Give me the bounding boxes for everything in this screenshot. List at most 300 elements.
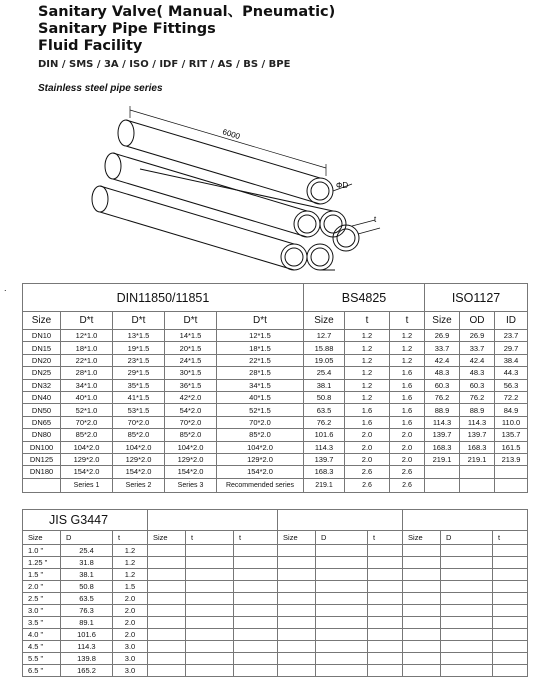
empty-cell [368, 653, 403, 665]
table-row [23, 416, 528, 428]
empty-cell [441, 557, 493, 569]
empty-cell [234, 617, 278, 629]
table-cell: 33.7 [425, 342, 460, 354]
table-cell: 36*1.5 [165, 379, 217, 391]
table-cell: 1.2 [113, 557, 148, 569]
table-row [23, 367, 528, 379]
table-cell: 25.4 [304, 367, 345, 379]
column-header: Size [148, 531, 186, 545]
table-row [23, 404, 528, 416]
table-cell: 161.5 [495, 441, 528, 453]
column-header: Size [23, 312, 61, 330]
table-cell: 76.2 [304, 416, 345, 428]
table-cell: 154*2.0 [113, 466, 165, 478]
table-cell: 3.5 " [23, 617, 61, 629]
column-header: D*t [165, 312, 217, 330]
table-cell: 129*2.0 [165, 453, 217, 465]
empty-cell [278, 665, 316, 677]
empty-cell [234, 569, 278, 581]
table-row [23, 342, 528, 354]
column-header: D*t [217, 312, 304, 330]
table-cell: 154*2.0 [217, 466, 304, 478]
empty-cell [403, 581, 441, 593]
table-cell: 38.1 [304, 379, 345, 391]
empty-cell [493, 569, 528, 581]
table-cell: 2.6 [390, 466, 425, 478]
table-cell: 41*1.5 [113, 391, 165, 403]
empty-cell [441, 605, 493, 617]
empty-cell [278, 641, 316, 653]
table-cell: 1.6 [390, 404, 425, 416]
table-cell: DN65 [23, 416, 61, 428]
table-cell: DN180 [23, 466, 61, 478]
table-cell: 85*2.0 [165, 429, 217, 441]
table-cell: 2.6 [345, 466, 390, 478]
table-cell: 72.2 [495, 391, 528, 403]
empty-cell [441, 593, 493, 605]
table-cell: 44.3 [495, 367, 528, 379]
empty-cell [316, 557, 368, 569]
empty-cell [278, 605, 316, 617]
empty-cell [441, 569, 493, 581]
table-cell: 23.7 [495, 330, 528, 342]
empty-cell [186, 557, 234, 569]
table-cell: 1.2 [345, 330, 390, 342]
empty-cell [441, 617, 493, 629]
table-cell: 63.5 [61, 593, 113, 605]
pipe-drawing [90, 98, 390, 284]
table-cell: 29.7 [495, 342, 528, 354]
section-subtitle: Stainless steel pipe series [38, 83, 163, 94]
table-row [23, 466, 528, 478]
table-cell: 30*1.5 [165, 367, 217, 379]
table-cell: 2.0 [345, 453, 390, 465]
table-row [23, 545, 528, 557]
table-cell: 38.1 [61, 569, 113, 581]
group-jis: JIS G3447 [23, 510, 148, 531]
column-header: Size [304, 312, 345, 330]
empty-cell [403, 641, 441, 653]
table-cell [460, 466, 495, 478]
length-label: 6000 [221, 127, 242, 142]
table-cell: DN20 [23, 354, 61, 366]
group-din: DIN11850/11851 [23, 284, 304, 312]
table-cell: 88.9 [460, 404, 495, 416]
empty-cell [316, 545, 368, 557]
column-header: D [61, 531, 113, 545]
table-cell: 104*2.0 [113, 441, 165, 453]
table-cell: 31.8 [61, 557, 113, 569]
table-cell: 42.4 [460, 354, 495, 366]
series-label: Recommended series [217, 478, 304, 492]
table-cell: 1.2 [345, 342, 390, 354]
table-cell: 129*2.0 [61, 453, 113, 465]
table-cell: 34*1.0 [61, 379, 113, 391]
empty-cell [278, 545, 316, 557]
table-cell: 3.0 [113, 653, 148, 665]
table-cell: 1.2 [113, 545, 148, 557]
column-header: Size [23, 531, 61, 545]
table-cell: 1.2 [345, 354, 390, 366]
empty-cell [403, 629, 441, 641]
empty-cell [234, 629, 278, 641]
table-cell: 219.1 [460, 453, 495, 465]
column-header: D [441, 531, 493, 545]
table-cell: 1.25 " [23, 557, 61, 569]
column-header: t [113, 531, 148, 545]
table-cell: 110.0 [495, 416, 528, 428]
empty-cell [148, 665, 186, 677]
empty-cell [316, 581, 368, 593]
empty-cell [278, 617, 316, 629]
table-cell: 2.0 " [23, 581, 61, 593]
table-cell: 54*2.0 [165, 404, 217, 416]
table-cell: 4.0 " [23, 629, 61, 641]
table-cell: 135.7 [495, 429, 528, 441]
empty-cell [186, 569, 234, 581]
empty-cell [234, 557, 278, 569]
table-cell: 38.4 [495, 354, 528, 366]
diameter-label: ΦD [336, 181, 349, 190]
table-cell: 85*2.0 [113, 429, 165, 441]
table-cell: 1.2 [113, 569, 148, 581]
table-cell: 29*1.5 [113, 367, 165, 379]
empty-cell [186, 629, 234, 641]
empty-cell [403, 569, 441, 581]
empty-cell [368, 617, 403, 629]
table-cell: 20*1.5 [165, 342, 217, 354]
empty-cell [316, 665, 368, 677]
table-cell: 40*1.0 [61, 391, 113, 403]
table-cell: 213.9 [495, 453, 528, 465]
table-cell: 28*1.5 [217, 367, 304, 379]
empty-cell [148, 593, 186, 605]
empty-cell [368, 557, 403, 569]
table-cell: 19.05 [304, 354, 345, 366]
empty-cell [278, 569, 316, 581]
empty-cell [403, 605, 441, 617]
empty-cell [316, 569, 368, 581]
empty-cell [186, 581, 234, 593]
table-cell: 48.3 [460, 367, 495, 379]
column-header: t [368, 531, 403, 545]
empty-cell [148, 557, 186, 569]
empty-cell [441, 581, 493, 593]
table-cell: 101.6 [304, 429, 345, 441]
empty-cell [186, 665, 234, 677]
empty-cell [493, 641, 528, 653]
table-cell: 63.5 [304, 404, 345, 416]
table-cell: 28*1.0 [61, 367, 113, 379]
table-cell: 2.0 [113, 617, 148, 629]
group-iso: ISO1127 [425, 284, 528, 312]
table-cell: 1.2 [390, 342, 425, 354]
table-cell: 1.6 [345, 416, 390, 428]
table-cell: 1.2 [390, 330, 425, 342]
table-cell: 139.7 [425, 429, 460, 441]
series-label: Series 1 [61, 478, 113, 492]
document-header [38, 4, 335, 71]
table-cell: 2.5 " [23, 593, 61, 605]
table-cell: 88.9 [425, 404, 460, 416]
table-cell: 2.0 [390, 453, 425, 465]
table-cell: 2.0 [113, 629, 148, 641]
empty-cell [403, 665, 441, 677]
table-cell: 2.0 [390, 429, 425, 441]
empty-cell [186, 641, 234, 653]
empty-cell [441, 641, 493, 653]
empty-cell [368, 605, 403, 617]
table-cell: 18*1.5 [217, 342, 304, 354]
table-cell [425, 466, 460, 478]
table-cell: 1.2 [345, 391, 390, 403]
table-cell: 114.3 [61, 641, 113, 653]
jis-table [22, 509, 528, 677]
column-header: D*t [61, 312, 113, 330]
empty-cell [278, 557, 316, 569]
table-cell: 84.9 [495, 404, 528, 416]
table-cell: 1.2 [345, 367, 390, 379]
table-cell: 22*1.0 [61, 354, 113, 366]
empty-cell [493, 617, 528, 629]
table-cell: 2.0 [345, 441, 390, 453]
empty-cell [493, 653, 528, 665]
empty-cell [186, 653, 234, 665]
table-cell: 22*1.5 [217, 354, 304, 366]
table-row [23, 379, 528, 391]
table-cell: 15.88 [304, 342, 345, 354]
table-cell: 1.6 [390, 391, 425, 403]
empty-cell [234, 581, 278, 593]
table-row [23, 330, 528, 342]
table-cell: 34*1.5 [217, 379, 304, 391]
empty-cell [234, 605, 278, 617]
table-cell: 1.6 [390, 416, 425, 428]
table-cell: 40*1.5 [217, 391, 304, 403]
pipe-dimension-table [22, 283, 528, 493]
table-row [23, 641, 528, 653]
empty-cell [186, 617, 234, 629]
column-header: ID [495, 312, 528, 330]
table-cell: 50.8 [304, 391, 345, 403]
table-cell: 42.4 [425, 354, 460, 366]
empty-cell [316, 617, 368, 629]
table-cell: 52*1.5 [217, 404, 304, 416]
empty-cell [368, 593, 403, 605]
table-row [23, 391, 528, 403]
empty-cell [493, 629, 528, 641]
table-cell: 48.3 [425, 367, 460, 379]
table-cell: DN80 [23, 429, 61, 441]
empty-cell [278, 581, 316, 593]
table-cell: DN15 [23, 342, 61, 354]
table-cell: 1.2 [390, 354, 425, 366]
margin-mark: . [4, 283, 7, 293]
table-cell: 76.3 [61, 605, 113, 617]
table-cell: 25.4 [61, 545, 113, 557]
empty-cell [234, 641, 278, 653]
table-cell: 12.7 [304, 330, 345, 342]
empty-cell [368, 545, 403, 557]
table-cell: 85*2.0 [217, 429, 304, 441]
empty-cell [234, 545, 278, 557]
table-row [23, 441, 528, 453]
column-header: t [186, 531, 234, 545]
table-cell: 19*1.5 [113, 342, 165, 354]
series-label [495, 478, 528, 492]
series-label: 2.6 [345, 478, 390, 492]
table-cell: 101.6 [61, 629, 113, 641]
table-cell: 5.5 " [23, 653, 61, 665]
table-cell: 33.7 [460, 342, 495, 354]
table-cell: 1.2 [345, 379, 390, 391]
empty-cell [441, 653, 493, 665]
empty-cell [403, 653, 441, 665]
table-cell: 70*2.0 [165, 416, 217, 428]
empty-cell [316, 641, 368, 653]
column-header: t [390, 312, 425, 330]
empty-cell [368, 569, 403, 581]
table-row [23, 629, 528, 641]
table-cell: 56.3 [495, 379, 528, 391]
table-cell: 26.9 [460, 330, 495, 342]
column-header: t [345, 312, 390, 330]
table-cell: 2.0 [113, 605, 148, 617]
empty-cell [316, 653, 368, 665]
table-cell: 219.1 [425, 453, 460, 465]
table-row [23, 557, 528, 569]
empty-cell [403, 617, 441, 629]
table-row [23, 354, 528, 366]
table-cell: 76.2 [425, 391, 460, 403]
table-cell: 14*1.5 [165, 330, 217, 342]
series-label: 219.1 [304, 478, 345, 492]
table-cell: 76.2 [460, 391, 495, 403]
table-cell: 70*2.0 [61, 416, 113, 428]
empty-cell [234, 593, 278, 605]
table-row [23, 569, 528, 581]
column-header: D*t [113, 312, 165, 330]
header-title-valve: Sanitary Valve( Manual、Pneumatic) [38, 4, 336, 20]
table-cell: 165.2 [61, 665, 113, 677]
table-cell: 139.7 [304, 453, 345, 465]
header-standards: DIN / SMS / 3A / ISO / IDF / RIT / AS / BS / BPE [38, 59, 291, 70]
table-row [23, 653, 528, 665]
column-header: D [316, 531, 368, 545]
table-cell: 6.5 " [23, 665, 61, 677]
empty-cell [403, 593, 441, 605]
table-cell: 70*2.0 [113, 416, 165, 428]
empty-cell [278, 629, 316, 641]
header-title-facility: Fluid Facility [38, 38, 143, 54]
table-row [23, 605, 528, 617]
table-cell: 168.3 [304, 466, 345, 478]
column-header: Size [403, 531, 441, 545]
table-cell [495, 466, 528, 478]
table-row [23, 593, 528, 605]
table-cell: 1.5 " [23, 569, 61, 581]
empty-cell [234, 653, 278, 665]
thickness-label: t [374, 215, 377, 224]
table-cell: 23*1.5 [113, 354, 165, 366]
empty-cell [234, 665, 278, 677]
table-cell: 2.0 [345, 429, 390, 441]
table-cell: 2.0 [113, 593, 148, 605]
table-cell: 129*2.0 [113, 453, 165, 465]
empty-cell [368, 629, 403, 641]
table-cell: DN32 [23, 379, 61, 391]
table-cell: 2.0 [390, 441, 425, 453]
table-cell: 154*2.0 [165, 466, 217, 478]
empty-cell [186, 605, 234, 617]
column-header: OD [460, 312, 495, 330]
empty-cell [493, 605, 528, 617]
column-header: t [493, 531, 528, 545]
table-cell: 114.3 [460, 416, 495, 428]
empty-cell [368, 641, 403, 653]
empty-cell [493, 581, 528, 593]
table-cell: DN10 [23, 330, 61, 342]
table-cell: 60.3 [425, 379, 460, 391]
table-cell: 12*1.5 [217, 330, 304, 342]
empty-cell [186, 593, 234, 605]
table-cell: 3.0 [113, 665, 148, 677]
table-cell: 13*1.5 [113, 330, 165, 342]
empty-cell [441, 545, 493, 557]
table-cell: 18*1.0 [61, 342, 113, 354]
empty-cell [278, 593, 316, 605]
table-cell: 1.5 [113, 581, 148, 593]
series-label: Series 3 [165, 478, 217, 492]
empty-cell [403, 545, 441, 557]
table-cell: 104*2.0 [61, 441, 113, 453]
table-row [23, 617, 528, 629]
table-cell: 3.0 " [23, 605, 61, 617]
table-cell: 35*1.5 [113, 379, 165, 391]
empty-cell [278, 653, 316, 665]
table-cell: 60.3 [460, 379, 495, 391]
empty-cell [148, 653, 186, 665]
table-cell: 42*2.0 [165, 391, 217, 403]
empty-cell [493, 545, 528, 557]
empty-cell [316, 593, 368, 605]
table-cell: 154*2.0 [61, 466, 113, 478]
empty-cell [148, 545, 186, 557]
empty-cell [316, 629, 368, 641]
empty-cell [493, 557, 528, 569]
table-cell: 85*2.0 [61, 429, 113, 441]
empty-cell [493, 665, 528, 677]
table-cell: 139.8 [61, 653, 113, 665]
table-cell: 1.0 " [23, 545, 61, 557]
table-cell: 52*1.0 [61, 404, 113, 416]
series-label [23, 478, 61, 492]
table-cell: 3.0 [113, 641, 148, 653]
table-row [23, 453, 528, 465]
table-cell: 12*1.0 [61, 330, 113, 342]
table-cell: 24*1.5 [165, 354, 217, 366]
table-row [23, 665, 528, 677]
column-header: t [234, 531, 278, 545]
table-cell: 168.3 [460, 441, 495, 453]
table-cell: 114.3 [304, 441, 345, 453]
table-cell: 50.8 [61, 581, 113, 593]
table-cell: 70*2.0 [217, 416, 304, 428]
empty-cell [148, 605, 186, 617]
table-row [23, 581, 528, 593]
series-label: 2.6 [390, 478, 425, 492]
table-cell: 1.6 [390, 367, 425, 379]
